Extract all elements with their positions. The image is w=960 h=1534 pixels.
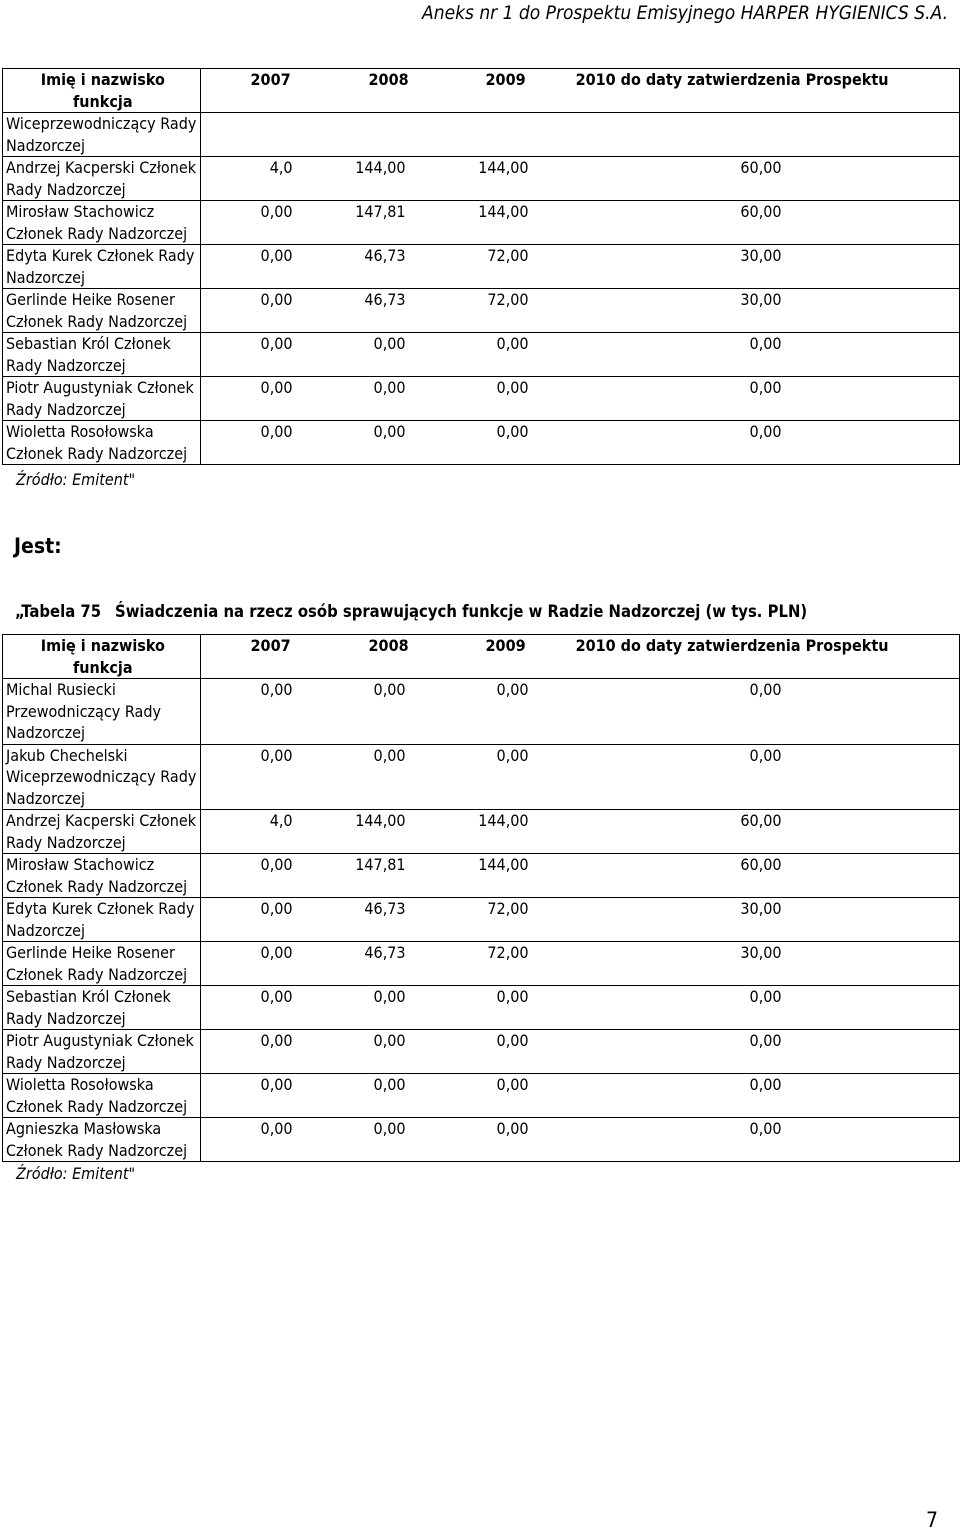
remuneration-values [200, 333, 959, 377]
value-2009: 144,00 [478, 202, 529, 221]
member-name-function: Sebastian Król Członek Rady Nadzorczej [3, 333, 201, 377]
value-2009: 144,00 [478, 811, 529, 830]
member-name-function: Piotr Augustyniak Członek Rady Nadzorczej [3, 1030, 201, 1074]
value-2010: 60,00 [740, 202, 782, 221]
header-2008: 2008 [368, 70, 409, 89]
table-row [3, 898, 960, 942]
table-row [3, 810, 960, 854]
member-name-function: Gerlinde Heike Rosener Członek Rady Nadzorczej [3, 289, 201, 333]
value-2008: 0,00 [373, 422, 406, 441]
table-row [3, 201, 960, 245]
value-2007: 0,00 [260, 899, 293, 918]
value-2007: 0,00 [260, 1031, 293, 1050]
table-row [3, 113, 960, 157]
value-2008: 0,00 [373, 1075, 406, 1094]
header-2010: 2010 do daty zatwierdzenia Prospektu [575, 636, 889, 655]
value-2009: 0,00 [496, 1075, 529, 1094]
member-name-function: Wioletta Rosołowska Członek Rady Nadzorczej [3, 1074, 201, 1118]
value-2010: 0,00 [749, 1075, 782, 1094]
value-2007: 0,00 [260, 680, 293, 699]
value-2007: 0,00 [260, 745, 293, 765]
member-name-function: Mirosław Stachowicz Członek Rady Nadzorczej [3, 201, 201, 245]
member-name-function: Sebastian Król Członek Rady Nadzorczej [3, 986, 201, 1030]
caption-title: Świadczenia na rzecz osób sprawujących funkcje w Radzie Nadzorczej (w tys. PLN) [115, 602, 808, 621]
value-2010: 30,00 [740, 943, 782, 962]
value-2007: 0,00 [260, 987, 293, 1006]
value-2008: 144,00 [355, 811, 406, 830]
value-2008: 144,00 [355, 158, 406, 177]
table-row [3, 333, 960, 377]
header-2010: 2010 do daty zatwierdzenia Prospektu [575, 70, 889, 89]
value-2009: 0,00 [496, 680, 529, 699]
value-2010: 0,00 [749, 422, 782, 441]
value-2009: 72,00 [487, 246, 529, 265]
value-2009: 0,00 [496, 422, 529, 441]
remuneration-values [200, 113, 959, 157]
remuneration-values [200, 898, 959, 942]
value-2009: 72,00 [487, 943, 529, 962]
table-row [3, 289, 960, 333]
table-row [3, 245, 960, 289]
remuneration-values [200, 157, 959, 201]
value-2007: 0,00 [260, 943, 293, 962]
header-name-function: Imię i nazwisko funkcja [3, 69, 201, 113]
value-2007: 4,0 [269, 158, 293, 177]
value-2010: 60,00 [740, 855, 782, 874]
member-name-function: Andrzej Kacperski Członek Rady Nadzorczej [3, 810, 201, 854]
member-name-function: Michal Rusiecki Przewodniczący Rady Nadzorczej [3, 679, 201, 745]
caption-table-number: „Tabela 75 [15, 602, 102, 621]
board-remuneration-table-old [2, 68, 960, 465]
value-2007: 0,00 [260, 1119, 293, 1138]
table-row [3, 679, 960, 745]
value-2007: 0,00 [260, 422, 293, 441]
table-header-row [3, 635, 960, 679]
value-2008: 46,73 [364, 246, 406, 265]
value-2007: 0,00 [260, 334, 293, 353]
value-2009: 72,00 [487, 290, 529, 309]
page-number: 7 [925, 1508, 938, 1532]
table2-source: Źródło: Emitent" [16, 1164, 136, 1183]
table-row [3, 1030, 960, 1074]
table-row [3, 421, 960, 465]
value-2009: 0,00 [496, 1119, 529, 1138]
remuneration-values [200, 245, 959, 289]
table-row [3, 744, 960, 810]
value-2009: 72,00 [487, 899, 529, 918]
value-2009: 0,00 [496, 378, 529, 397]
value-2007: 0,00 [260, 378, 293, 397]
remuneration-values [200, 679, 959, 745]
member-name-function: Wiceprzewodniczący Rady Nadzorczej [3, 113, 201, 157]
table-row [3, 157, 960, 201]
remuneration-values [200, 421, 959, 465]
value-2009: 0,00 [496, 745, 529, 765]
value-2010: 0,00 [749, 745, 782, 765]
value-2010: 0,00 [749, 334, 782, 353]
table-row [3, 1074, 960, 1118]
value-2008: 0,00 [373, 378, 406, 397]
member-name-function: Agnieszka Masłowska Członek Rady Nadzorczej [3, 1118, 201, 1162]
header-years [200, 635, 959, 679]
value-2008: 46,73 [364, 899, 406, 918]
value-2010: 60,00 [740, 158, 782, 177]
value-2008: 147,81 [355, 202, 406, 221]
value-2010: 30,00 [740, 290, 782, 309]
remuneration-values [200, 201, 959, 245]
member-name-function: Wioletta Rosołowska Członek Rady Nadzorczej [3, 421, 201, 465]
value-2010: 0,00 [749, 378, 782, 397]
member-name-function: Mirosław Stachowicz Członek Rady Nadzorczej [3, 854, 201, 898]
value-2008: 0,00 [373, 680, 406, 699]
value-2008: 46,73 [364, 290, 406, 309]
value-2008: 46,73 [364, 943, 406, 962]
remuneration-values [200, 1074, 959, 1118]
value-2007: 0,00 [260, 246, 293, 265]
remuneration-values [200, 289, 959, 333]
remuneration-values [200, 1030, 959, 1074]
table-caption [15, 602, 807, 621]
value-2007: 0,00 [260, 855, 293, 874]
member-name-function: Edyta Kurek Członek Rady Nadzorczej [3, 245, 201, 289]
value-2010: 0,00 [749, 987, 782, 1006]
header-years [200, 69, 959, 113]
remuneration-values [200, 377, 959, 421]
document-header: Aneks nr 1 do Prospektu Emisyjnego HARPER HYGIENICS S.A. [422, 2, 948, 24]
value-2009: 144,00 [478, 855, 529, 874]
remuneration-values [200, 810, 959, 854]
header-name-function: Imię i nazwisko funkcja [3, 635, 201, 679]
table-row [3, 986, 960, 1030]
value-2007: 0,00 [260, 202, 293, 221]
value-2009: 0,00 [496, 987, 529, 1006]
value-2010: 30,00 [740, 246, 782, 265]
header-2009: 2009 [485, 70, 526, 89]
member-name-function: Edyta Kurek Członek Rady Nadzorczej [3, 898, 201, 942]
remuneration-values [200, 854, 959, 898]
value-2007: 0,00 [260, 1075, 293, 1094]
value-2008: 0,00 [373, 334, 406, 353]
value-2010: 0,00 [749, 1119, 782, 1138]
value-2008: 0,00 [373, 1119, 406, 1138]
value-2010: 60,00 [740, 811, 782, 830]
remuneration-values [200, 1118, 959, 1162]
value-2008: 0,00 [373, 987, 406, 1006]
value-2007: 4,0 [269, 811, 293, 830]
remuneration-values [200, 986, 959, 1030]
member-name-function: Jakub Chechelski Wiceprzewodniczący Rady Nadzorczej [3, 744, 201, 810]
header-2009: 2009 [485, 636, 526, 655]
jest-label: Jest: [14, 534, 62, 558]
table-row [3, 942, 960, 986]
value-2010: 30,00 [740, 899, 782, 918]
table-header-row [3, 69, 960, 113]
value-2008: 147,81 [355, 855, 406, 874]
table-row [3, 854, 960, 898]
value-2008: 0,00 [373, 745, 406, 765]
value-2009: 144,00 [478, 158, 529, 177]
remuneration-values [200, 942, 959, 986]
member-name-function: Gerlinde Heike Rosener Członek Rady Nadzorczej [3, 942, 201, 986]
header-2007: 2007 [250, 70, 291, 89]
value-2010: 0,00 [749, 680, 782, 699]
value-2009: 0,00 [496, 334, 529, 353]
remuneration-values [200, 744, 959, 810]
member-name-function: Andrzej Kacperski Członek Rady Nadzorczej [3, 157, 201, 201]
header-2008: 2008 [368, 636, 409, 655]
table-row [3, 1118, 960, 1162]
header-2007: 2007 [250, 636, 291, 655]
table1-source: Źródło: Emitent" [16, 470, 136, 489]
value-2010: 0,00 [749, 1031, 782, 1050]
board-remuneration-table-new [2, 634, 960, 1162]
member-name-function: Piotr Augustyniak Członek Rady Nadzorczej [3, 377, 201, 421]
value-2009: 0,00 [496, 1031, 529, 1050]
value-2008: 0,00 [373, 1031, 406, 1050]
value-2007: 0,00 [260, 290, 293, 309]
table-row [3, 377, 960, 421]
